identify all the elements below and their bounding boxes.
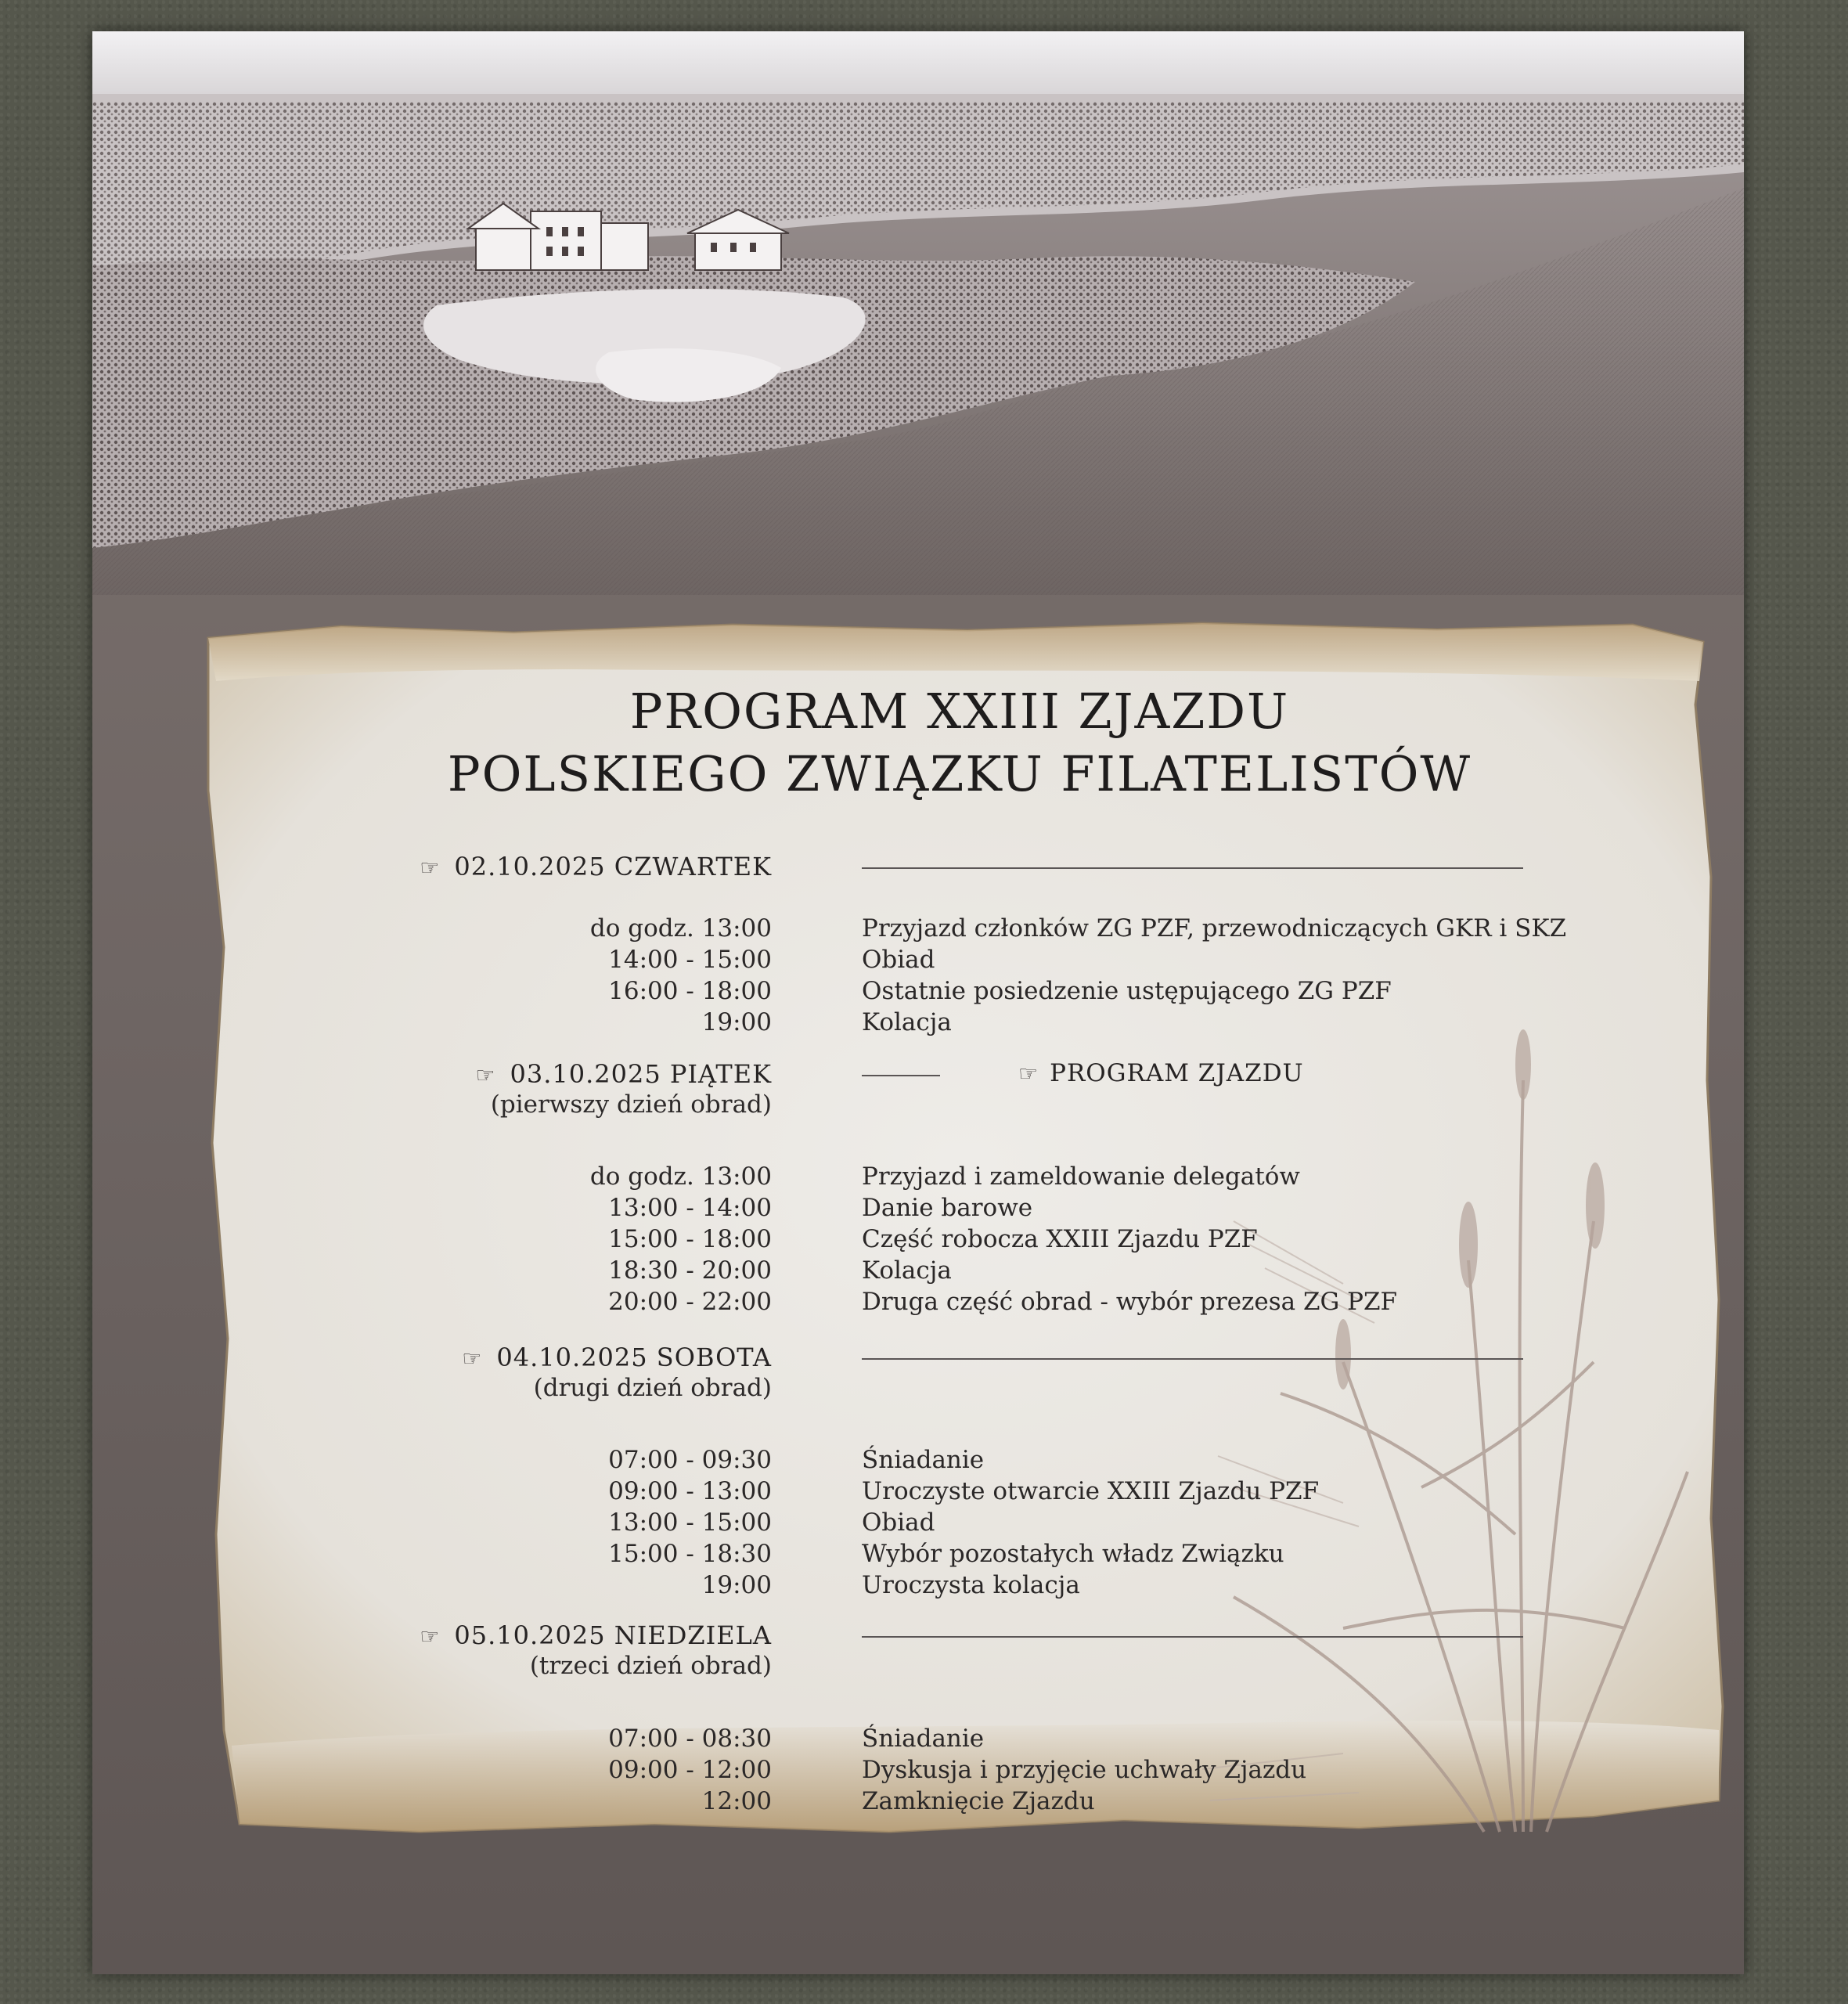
day-4-heading xyxy=(286,1620,772,1650)
day-2-heading xyxy=(286,1059,772,1089)
day-3-divider xyxy=(862,1358,1523,1360)
event-description: Obiad xyxy=(862,1508,935,1537)
event-time: 13:00 - 14:00 xyxy=(608,1194,772,1222)
program-zjazdu-note xyxy=(1018,1059,1304,1087)
event-time: 14:00 - 15:00 xyxy=(608,946,772,974)
event-time: 15:00 - 18:30 xyxy=(608,1540,772,1568)
day-2-subtitle: (pierwszy dzień obrad) xyxy=(490,1090,772,1119)
lake-landscape-engraving xyxy=(92,31,1744,595)
program-zjazdu-note-text: PROGRAM ZJAZDU xyxy=(1050,1059,1304,1087)
event-description: Kolacja xyxy=(862,1256,952,1285)
event-description: Danie barowe xyxy=(862,1194,1033,1222)
pointing-hand-icon: ☞ xyxy=(462,1346,483,1371)
event-time: 12:00 xyxy=(701,1787,772,1815)
page-title-line-1: PROGRAM XXIII ZJAZDU xyxy=(629,683,1290,740)
event-time: do godz. 13:00 xyxy=(589,914,772,943)
event-description: Przyjazd członków ZG PZF, przewodniczących GKR i SKZ xyxy=(862,914,1567,943)
reeds-illustration xyxy=(1187,986,1703,1847)
pointing-hand-icon: ☞ xyxy=(475,1062,496,1088)
event-time: 19:00 xyxy=(701,1008,772,1036)
day-3-heading-text: 04.10.2025 SOBOTA xyxy=(496,1343,772,1372)
event-description: Uroczysta kolacja xyxy=(862,1571,1080,1599)
parchment-scroll xyxy=(185,595,1735,1863)
day-4-divider xyxy=(862,1636,1523,1638)
event-description: Dyskusja i przyjęcie uchwały Zjazdu xyxy=(862,1756,1307,1784)
event-description: Ostatnie posiedzenie ustępującego ZG PZF xyxy=(862,977,1392,1005)
day-4-heading-text: 05.10.2025 NIEDZIELA xyxy=(454,1620,772,1650)
event-time: 15:00 - 18:00 xyxy=(608,1225,772,1253)
pointing-hand-icon: ☞ xyxy=(1018,1061,1039,1087)
event-time: do godz. 13:00 xyxy=(589,1162,772,1191)
event-description: Przyjazd i zameldowanie delegatów xyxy=(862,1162,1300,1191)
day-3-heading xyxy=(286,1343,772,1372)
event-description: Obiad xyxy=(862,946,935,974)
pointing-hand-icon: ☞ xyxy=(420,855,441,881)
event-description: Śniadanie xyxy=(862,1446,985,1474)
event-description: Zamknięcie Zjazdu xyxy=(862,1787,1095,1815)
day-1-divider xyxy=(862,867,1523,869)
event-time: 18:30 - 20:00 xyxy=(608,1256,772,1285)
event-description: Śniadanie xyxy=(862,1725,985,1753)
day-1-heading-text: 02.10.2025 CZWARTEK xyxy=(454,852,772,881)
event-time: 09:00 - 12:00 xyxy=(608,1756,772,1784)
event-time: 09:00 - 13:00 xyxy=(608,1477,772,1505)
event-time: 19:00 xyxy=(701,1571,772,1599)
pointing-hand-icon: ☞ xyxy=(420,1624,441,1649)
event-time: 20:00 - 22:00 xyxy=(608,1288,772,1316)
event-time: 07:00 - 08:30 xyxy=(608,1725,772,1753)
day-3-subtitle: (drugi dzień obrad) xyxy=(533,1374,772,1402)
event-time: 16:00 - 18:00 xyxy=(608,977,772,1005)
day-2-divider xyxy=(862,1075,940,1076)
event-description: Uroczyste otwarcie XXIII Zjazdu PZF xyxy=(862,1477,1320,1505)
program-card xyxy=(92,31,1744,1974)
event-time: 13:00 - 15:00 xyxy=(608,1508,772,1537)
event-description: Kolacja xyxy=(862,1008,952,1036)
day-1-heading xyxy=(286,852,772,881)
event-description: Wybór pozostałych władz Związku xyxy=(862,1540,1284,1568)
day-4-subtitle: (trzeci dzień obrad) xyxy=(529,1652,772,1680)
page-title-line-2: POLSKIEGO ZWIĄZKU FILATELISTÓW xyxy=(447,745,1472,802)
day-2-heading-text: 03.10.2025 PIĄTEK xyxy=(510,1059,772,1089)
event-time: 07:00 - 09:30 xyxy=(608,1446,772,1474)
event-description: Część robocza XXIII Zjazdu PZF xyxy=(862,1225,1258,1253)
event-description: Druga część obrad - wybór prezesa ZG PZF xyxy=(862,1288,1398,1316)
